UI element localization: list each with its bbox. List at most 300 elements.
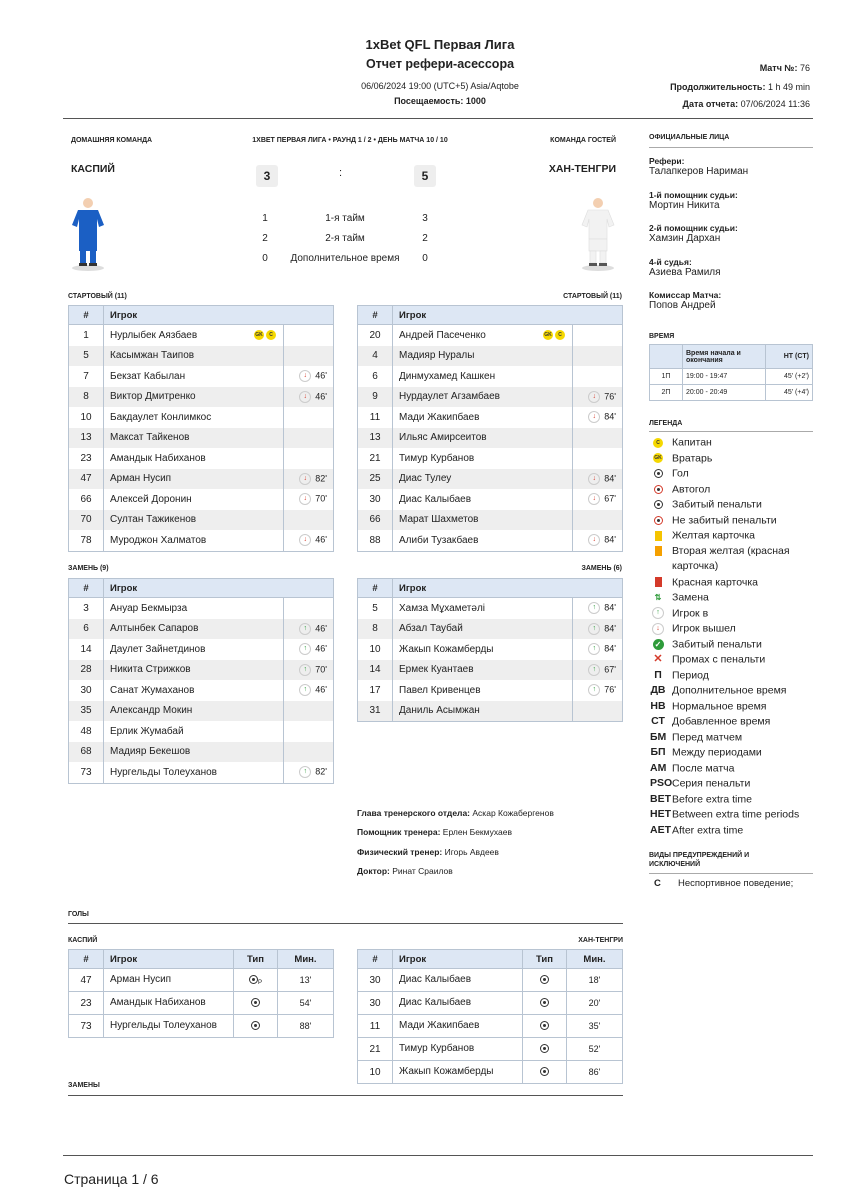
- player-number: 88: [358, 530, 393, 551]
- player-number: 17: [358, 680, 393, 701]
- player-number: 73: [69, 762, 104, 783]
- sub-minute: 46': [315, 643, 327, 654]
- check-icon: ✓: [650, 637, 666, 652]
- goal-player-name: Арман Нусип: [104, 969, 234, 992]
- col-header-player: Игрок: [104, 306, 334, 325]
- player-row: [69, 346, 334, 367]
- goal-player-number: 30: [358, 992, 393, 1015]
- player-in-icon: ↑: [588, 664, 600, 676]
- player-name: Диас Калыбаев: [393, 489, 573, 510]
- player-name: Нурлыбек Аязбаев GK C: [104, 325, 284, 346]
- sub-minute: 84': [604, 411, 616, 422]
- score-separator: :: [339, 167, 343, 179]
- player-name: Бакдаулет Конлимкос: [104, 407, 284, 428]
- player-row: [69, 448, 334, 469]
- col-header-minute: Мин.: [567, 950, 623, 969]
- goal-player-name: Мади Жакипбаев: [393, 1015, 523, 1038]
- goal-type: [234, 992, 278, 1015]
- sub-info: [284, 469, 334, 490]
- period-scores: [250, 209, 440, 269]
- player-row: [358, 387, 623, 408]
- player-row: [358, 701, 623, 722]
- player-in-icon: ↑: [299, 766, 311, 778]
- sub-minute: 84': [604, 643, 616, 654]
- player-in-icon: ↑: [588, 684, 600, 696]
- player-out-icon: ↓: [588, 473, 600, 485]
- legend-item: П Период: [650, 668, 709, 683]
- goal-minute: 35': [567, 1015, 623, 1038]
- legend-code: НВ: [650, 699, 666, 712]
- sub-info: [573, 469, 623, 490]
- legend-code: БМ: [650, 730, 667, 743]
- player-number: 4: [358, 346, 393, 367]
- sub-minute: 70': [315, 493, 327, 504]
- sub-minute: 84': [604, 602, 616, 613]
- goal-icon: [540, 975, 549, 984]
- legend-code: ДВ: [650, 684, 666, 696]
- player-row: [69, 721, 334, 742]
- player-out-icon: ↓: [588, 391, 600, 403]
- player-row: [358, 680, 623, 701]
- yellow-card-icon: [650, 528, 666, 543]
- sub-minute: 46': [315, 391, 327, 402]
- player-number: 13: [69, 428, 104, 449]
- legend-item: Красная карточка: [650, 575, 758, 590]
- player-name: Ермек Куантаев: [393, 660, 573, 681]
- goal-player-name: Нургельды Толеуханов: [104, 1015, 234, 1038]
- player-number: 66: [358, 510, 393, 531]
- player-name: Андрей Пасеченко GK C: [393, 325, 573, 346]
- player-in-icon: ↑: [650, 606, 666, 621]
- warnings-divider: [649, 873, 813, 874]
- footer-divider: [63, 1155, 813, 1156]
- penalty-missed-icon: [650, 513, 666, 528]
- legend-item: ↑ Игрок в: [650, 606, 708, 621]
- player-name: Бекзат Кабылан: [104, 366, 284, 387]
- substitutions-title: ЗАМЕНЫ: [68, 1082, 100, 1089]
- player-number: 20: [358, 325, 393, 346]
- home-team-label: ДОМАШНЯЯ КОМАНДА: [71, 137, 153, 144]
- player-row: [69, 407, 334, 428]
- home-goals-table: [68, 949, 334, 1038]
- legend-item: БМ Перед матчем: [650, 730, 743, 743]
- goal-row: [358, 1015, 623, 1038]
- player-name: Ерлик Жумабай: [104, 721, 284, 742]
- sub-info: [284, 701, 334, 722]
- sub-info: [573, 680, 623, 701]
- goal-minute: 13': [278, 969, 334, 992]
- match-datetime: 06/06/2024 19:00 (UTC+5) Asia/Aqtobe: [361, 81, 519, 91]
- goalkeeper-icon: GK: [654, 455, 662, 462]
- player-name: Нургельды Толеуханов: [104, 762, 284, 783]
- legend-item: Не забитый пенальти: [650, 513, 777, 528]
- goal-icon: [540, 1021, 549, 1030]
- goal-minute: 88': [278, 1015, 334, 1038]
- sub-info: [284, 598, 334, 619]
- away-kit-icon: [580, 195, 616, 273]
- goal-icon: [540, 1067, 549, 1076]
- player-number: 13: [358, 428, 393, 449]
- sub-info: [284, 366, 334, 387]
- player-row: [358, 448, 623, 469]
- player-number: 25: [358, 469, 393, 490]
- goal-row: [69, 1015, 334, 1038]
- sub-info: [284, 660, 334, 681]
- player-row: [358, 619, 623, 640]
- substitution-icon: ⇅: [654, 593, 662, 602]
- goal-type: [523, 1038, 567, 1061]
- player-number: 35: [69, 701, 104, 722]
- sub-info: [573, 448, 623, 469]
- away-subs-title: ЗАМЕНЬ (6): [581, 565, 622, 572]
- player-name: Никита Стрижков: [104, 660, 284, 681]
- legend-item: ⇅ Замена: [650, 590, 709, 605]
- player-row: [69, 598, 334, 619]
- player-number: 6: [358, 366, 393, 387]
- legend-code: П: [654, 668, 662, 681]
- report-date: Дата отчета: 07/06/2024 11:36: [682, 99, 810, 109]
- sub-info: [573, 598, 623, 619]
- legend-item: HETBetween extra time periods: [650, 808, 800, 821]
- player-name: Амандык Набиханов: [104, 448, 284, 469]
- player-row: [69, 619, 334, 640]
- away-starting-title: СТАРТОВЫЙ (11): [563, 293, 622, 300]
- goal-player-number: 30: [358, 969, 393, 992]
- official-item: 4-й судья: Азиева Рамиля: [649, 256, 721, 278]
- goal-row: [69, 969, 334, 992]
- player-name: Муроджон Халматов: [104, 530, 284, 551]
- legend-item: НВ Нормальное время: [650, 699, 767, 712]
- player-out-icon: ↓: [299, 473, 311, 485]
- legend-code: BET: [650, 792, 671, 805]
- player-number: 8: [69, 387, 104, 408]
- sub-info: [284, 639, 334, 660]
- legend-code: AET: [650, 823, 671, 836]
- player-name: Даниль Асымжан: [393, 701, 573, 722]
- sub-info: [284, 510, 334, 531]
- goal-player-number: 21: [358, 1038, 393, 1061]
- legend-code: БП: [650, 746, 666, 758]
- cross-icon: ✕: [653, 653, 663, 665]
- sub-info: [573, 366, 623, 387]
- legend-item: C Капитан: [650, 435, 712, 450]
- col-header-no: #: [69, 306, 104, 325]
- player-number: 21: [358, 448, 393, 469]
- away-goals-table: [357, 949, 623, 1084]
- player-row: [69, 366, 334, 387]
- player-row: [358, 510, 623, 531]
- col-header-player: Игрок: [393, 950, 523, 969]
- goal-player-number: 73: [69, 1015, 104, 1038]
- sub-info: [573, 387, 623, 408]
- player-name: Даулет Зайнетдинов: [104, 639, 284, 660]
- round-info: 1XBET ПЕРВАЯ ЛИГА • РАУНД 1 / 2 • ДЕНЬ МАТЧА 10 / 10: [252, 137, 448, 144]
- col-header-no: #: [358, 950, 393, 969]
- sub-info: [284, 448, 334, 469]
- officials-list: [649, 156, 819, 324]
- player-row: [358, 660, 623, 681]
- sub-info: [284, 680, 334, 701]
- sub-info: [284, 346, 334, 367]
- legend-item: Забитый пенальти: [650, 497, 762, 512]
- goal-icon: [540, 998, 549, 1007]
- player-name: Арман Нусип: [104, 469, 284, 490]
- player-out-icon: ↓: [299, 391, 311, 403]
- player-row: [69, 510, 334, 531]
- legend-title: ЛЕГЕНДА: [649, 420, 683, 427]
- official-item: Комиссар Матча: Попов Андрей: [649, 290, 722, 311]
- sub-info: [284, 742, 334, 763]
- player-in-icon: ↑: [299, 664, 311, 676]
- captain-badge-icon: C: [266, 330, 276, 340]
- goal-minute: 20': [567, 992, 623, 1015]
- player-name: Санат Жумаханов: [104, 680, 284, 701]
- sub-info: [573, 407, 623, 428]
- player-in-icon: ↑: [299, 623, 311, 635]
- goal-player-name: Амандык Набиханов: [104, 992, 234, 1015]
- warnings-title: ВИДЫ ПРЕДУПРЕЖДЕНИЙ И ИСКЛЮЧЕНИЙ: [649, 852, 750, 868]
- sub-info: [573, 639, 623, 660]
- goal-player-name: Диас Калыбаев: [393, 969, 523, 992]
- player-name: Султан Тажикенов: [104, 510, 284, 531]
- player-number: 5: [358, 598, 393, 619]
- goal-row: [358, 969, 623, 992]
- player-number: 9: [358, 387, 393, 408]
- attendance: Посещаемость: 1000: [394, 96, 486, 106]
- player-name: Алиби Тузакбаев: [393, 530, 573, 551]
- sub-info: [573, 660, 623, 681]
- home-starting-title: СТАРТОВЫЙ (11): [68, 293, 127, 300]
- player-row: [69, 325, 334, 346]
- sub-minute: 82': [315, 473, 327, 484]
- col-header-player: Игрок: [104, 950, 234, 969]
- sub-minute: 67': [604, 664, 616, 675]
- period-row: 0 Дополнительное время 0: [262, 253, 428, 264]
- player-number: 14: [358, 660, 393, 681]
- goal-row: [358, 1061, 623, 1084]
- player-row: [69, 660, 334, 681]
- col-header-player: Игрок: [104, 579, 334, 598]
- player-number: 47: [69, 469, 104, 490]
- goal-minute: 52': [567, 1038, 623, 1061]
- player-number: 70: [69, 510, 104, 531]
- legend-item: BETBefore extra time: [650, 792, 752, 805]
- player-row: [69, 387, 334, 408]
- sub-info: [573, 701, 623, 722]
- player-name: Абзал Таубай: [393, 619, 573, 640]
- player-row: [358, 428, 623, 449]
- player-name: Нурдаулет Агзамбаев: [393, 387, 573, 408]
- player-number: 48: [69, 721, 104, 742]
- player-row: [358, 530, 623, 551]
- player-row: [69, 469, 334, 490]
- player-name: Тимур Курбанов: [393, 448, 573, 469]
- player-out-icon: ↓: [299, 370, 311, 382]
- sub-info: [284, 721, 334, 742]
- sub-info: [284, 619, 334, 640]
- player-row: [358, 407, 623, 428]
- col-header-player: Игрок: [393, 579, 623, 598]
- officials-divider: [649, 147, 813, 148]
- goal-icon: [251, 1021, 260, 1030]
- goal-type: [523, 1061, 567, 1084]
- player-name: Хамза Мұхаметәлі: [393, 598, 573, 619]
- player-number: 5: [69, 346, 104, 367]
- legend-item: ✓ Забитый пенальти: [650, 637, 762, 652]
- home-kit-icon: [70, 195, 106, 273]
- player-name: Мади Жакипбаев: [393, 407, 573, 428]
- player-row: [358, 469, 623, 490]
- player-out-icon: ↓: [588, 411, 600, 423]
- legend-divider: [649, 431, 813, 432]
- player-number: 8: [358, 619, 393, 640]
- legend-code: АМ: [650, 761, 667, 774]
- staff-assistant: Помощник тренера: Ерлен Бекмухаев: [357, 827, 512, 837]
- sub-info: [573, 325, 623, 346]
- player-number: 3: [69, 598, 104, 619]
- legend-item: СТ Добавленное время: [651, 715, 771, 728]
- legend-item: АМ После матча: [650, 761, 735, 774]
- col-header-no: #: [69, 950, 104, 969]
- player-name: Ануар Бекмырза: [104, 598, 284, 619]
- col-header-no: #: [358, 306, 393, 325]
- staff-doctor: Доктор: Ринат Сраилов: [357, 866, 453, 876]
- col-header-type: Тип: [234, 950, 278, 969]
- captain-icon: C: [650, 435, 666, 450]
- second-yellow-icon: [650, 544, 666, 559]
- league-title: 1xBet QFL Первая Лига: [365, 37, 515, 52]
- sub-minute: 67': [604, 493, 616, 504]
- header-divider: [63, 118, 813, 119]
- sub-minute: 70': [315, 664, 327, 675]
- goals-away-title: ХАН-ТЕНГРИ: [578, 937, 623, 944]
- goal-type: [523, 969, 567, 992]
- sub-info: [573, 346, 623, 367]
- player-row: [358, 346, 623, 367]
- goal-type: [234, 1015, 278, 1038]
- legend-item: ДВ Дополнительное время: [650, 684, 787, 697]
- col-header-no: #: [358, 579, 393, 598]
- goal-row: [358, 992, 623, 1015]
- player-in-icon: ↑: [299, 643, 311, 655]
- player-name: Жакып Кожамберды: [393, 639, 573, 660]
- player-name: Павел Кривенцев: [393, 680, 573, 701]
- home-subs-title: ЗАМЕНЬ (9): [68, 565, 109, 572]
- period-row: 2 2-я тайм 2: [262, 233, 428, 244]
- col-header-type: Тип: [523, 950, 567, 969]
- goal-type: [523, 992, 567, 1015]
- penalty-scored-icon: [650, 497, 666, 512]
- sub-minute: 46': [315, 534, 327, 545]
- player-number: 31: [358, 701, 393, 722]
- goal-minute: 86': [567, 1061, 623, 1084]
- player-row: [69, 530, 334, 551]
- player-number: 14: [69, 639, 104, 660]
- goal-type: P: [234, 969, 278, 992]
- away-starting-table: [357, 305, 623, 552]
- player-row: [69, 489, 334, 510]
- sub-info: [284, 387, 334, 408]
- goals-title: ГОЛЫ: [68, 911, 89, 918]
- goal-icon: [540, 1044, 549, 1053]
- goalkeeper-badge-icon: GK: [255, 332, 263, 339]
- player-row: [358, 598, 623, 619]
- sub-minute: 76': [604, 391, 616, 402]
- sub-info: [284, 325, 334, 346]
- player-out-icon: ↓: [299, 493, 311, 505]
- player-number: 78: [69, 530, 104, 551]
- player-number: 23: [69, 448, 104, 469]
- player-name: Мадияр Бекешов: [104, 742, 284, 763]
- legend-item: GK Вратарь: [650, 451, 712, 466]
- sub-info: [284, 428, 334, 449]
- player-row: [69, 428, 334, 449]
- player-number: 11: [358, 407, 393, 428]
- away-score: 5: [414, 165, 436, 187]
- player-number: 10: [69, 407, 104, 428]
- player-number: 1: [69, 325, 104, 346]
- player-number: 66: [69, 489, 104, 510]
- goal-type: [523, 1015, 567, 1038]
- legend-item: Вторая желтая (красная карточка): [650, 544, 815, 559]
- player-number: 68: [69, 742, 104, 763]
- legend-code: HET: [650, 808, 671, 820]
- goal-row: [69, 992, 334, 1015]
- time-title: ВРЕМЯ: [649, 333, 675, 340]
- official-item: Рефери: Талапкеров Нариман: [649, 156, 749, 177]
- sub-info: [573, 510, 623, 531]
- home-starting-table: [68, 305, 334, 552]
- warning-item: C Неспортивное поведение;: [654, 878, 794, 889]
- goal-player-name: Жакып Кожамберды: [393, 1061, 523, 1084]
- player-row: [69, 701, 334, 722]
- player-name: Алексей Доронин: [104, 489, 284, 510]
- goal-minute: 18': [567, 969, 623, 992]
- goals-home-title: КАСПИЙ: [68, 937, 98, 944]
- goal-row: [358, 1038, 623, 1061]
- sub-minute: 46': [315, 684, 327, 695]
- player-in-icon: ↑: [588, 643, 600, 655]
- player-row: [358, 489, 623, 510]
- player-name: Диас Тулеу: [393, 469, 573, 490]
- own-goal-icon: [650, 482, 666, 497]
- sub-minute: 82': [315, 766, 327, 777]
- goal-icon: [650, 466, 666, 481]
- home-score: 3: [256, 165, 278, 187]
- player-name: Касымжан Таипов: [104, 346, 284, 367]
- official-item: 2-й помощник судьи: Хамзин Дархан: [649, 223, 738, 244]
- player-number: 10: [358, 639, 393, 660]
- player-row: [358, 639, 623, 660]
- sub-info: [284, 762, 334, 783]
- period-row: 1 1-я тайм 3: [262, 213, 428, 224]
- goal-player-name: Диас Калыбаев: [393, 992, 523, 1015]
- report-title: Отчет рефери-асессора: [365, 57, 515, 71]
- player-row: [69, 639, 334, 660]
- player-row: [69, 680, 334, 701]
- staff-head-coach: Глава тренерского отдела: Аскар Кожабергенов: [357, 808, 554, 818]
- legend-item: БП Между периодами: [650, 746, 762, 759]
- sub-minute: 46': [315, 370, 327, 381]
- player-name: Максат Тайкенов: [104, 428, 284, 449]
- player-row: [358, 366, 623, 387]
- col-header-player: Игрок: [393, 306, 623, 325]
- player-name: Марат Шахметов: [393, 510, 573, 531]
- player-in-icon: ↑: [299, 684, 311, 696]
- sub-info: [284, 489, 334, 510]
- time-table: Время начала и окончания HT (CT) 1П 19:00 - 19:47 45' (+2') 2П 20:00 - 20:49 45' (+4'): [649, 344, 813, 401]
- duration: Продолжительность: 1 h 49 min: [670, 82, 810, 92]
